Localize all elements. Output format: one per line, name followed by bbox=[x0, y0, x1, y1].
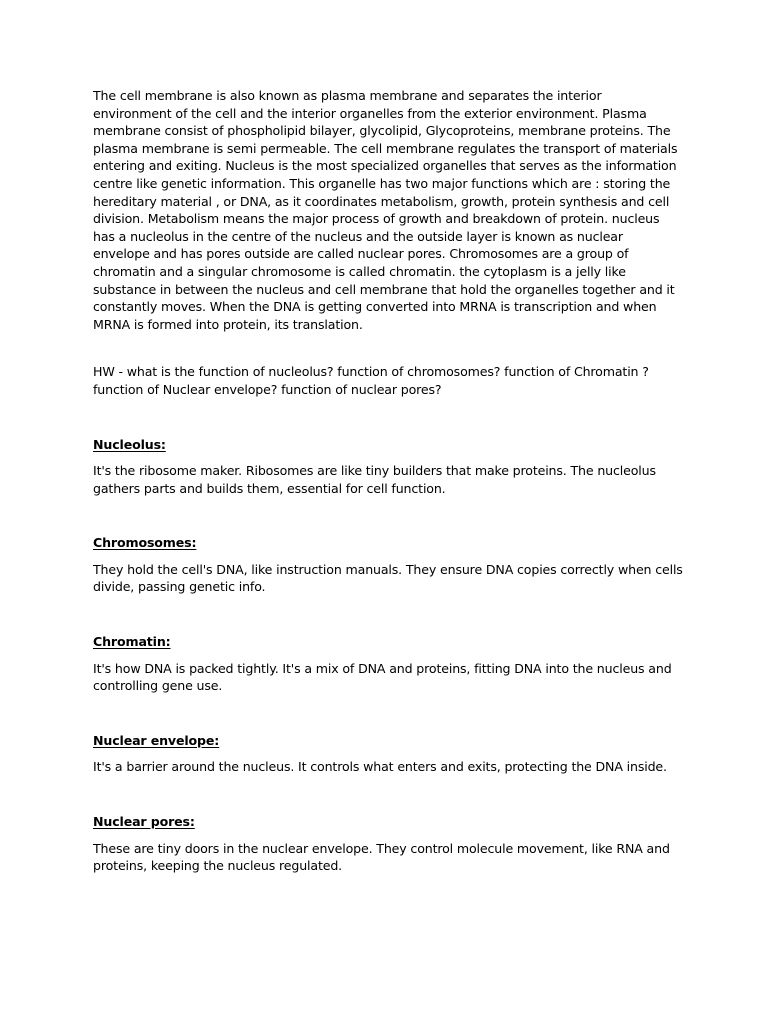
document-page bbox=[93, 87, 683, 875]
intro-paragraph: The cell membrane is also known as plasma membrane and separates the interior environment of the cell and the interior organelles from the exterior environment. Plasma membrane consist of phospholipid bilayer, glycolipid, Glycoproteins, membrane proteins. The plasma membrane is semi permeable. The cell membrane regulates the transport of materials entering and exiting. Nucleus is the most specialized organelles that serves as the information centre like genetic information. This organelle has two major functions which are : storing the hereditary material , or DNA, as it coordinates metabolism, growth, protein synthesis and cell division. Metabolism means the major process of growth and breakdown of protein. nucleus has a nucleolus in the centre of the nucleus and the outside layer is known as nuclear envelope and has pores outside are called nuclear pores. Chromosomes are a group of chromatin and a singular chromosome is called chromatin. the cytoplasm is a jelly like substance in between the nucleus and cell membrane that hold the organelles together and it constantly moves. When the DNA is getting converted into MRNA is transcription and when MRNA is formed into protein, its translation. bbox=[93, 88, 678, 332]
section-body-chromosomes: They hold the cell's DNA, like instruction manuals. They ensure DNA copies correctly when cells divide, passing genetic info. bbox=[93, 561, 683, 595]
section-body-nuclear-envelope: It's a barrier around the nucleus. It controls what enters and exits, protecting the DNA inside. bbox=[93, 759, 667, 775]
section-body-nucleolus: It's the ribosome maker. Ribosomes are like tiny builders that make proteins. The nucleolus gathers parts and builds them, essential for cell function. bbox=[93, 463, 656, 496]
section-body-chromatin: It's how DNA is packed tightly. It's a mix of DNA and proteins, fitting DNA into the nucleus and controlling gene use. bbox=[93, 660, 672, 694]
section-body-nuclear-pores: These are tiny doors in the nuclear envelope. They control molecule movement, like RNA and proteins, keeping the nucleus regulated. bbox=[93, 840, 670, 874]
section-chromosomes bbox=[93, 534, 683, 596]
section-heading-nucleolus: Nucleolus: bbox=[93, 436, 166, 452]
section-heading-nuclear-envelope: Nuclear envelope: bbox=[93, 732, 220, 748]
section-heading-chromosomes: Chromosomes: bbox=[93, 535, 197, 551]
section-chromatin bbox=[93, 633, 683, 695]
section-heading-nuclear-pores: Nuclear pores: bbox=[93, 814, 195, 830]
section-nuclear-pores bbox=[93, 813, 683, 875]
section-heading-chromatin: Chromatin: bbox=[93, 634, 171, 650]
section-nuclear-envelope bbox=[93, 732, 683, 776]
section-nucleolus bbox=[93, 436, 683, 498]
homework-question: HW - what is the function of nucleolus? function of chromosomes? function of Chromatin ? function of Nuclear envelope? function of nuclear pores? bbox=[93, 364, 649, 397]
